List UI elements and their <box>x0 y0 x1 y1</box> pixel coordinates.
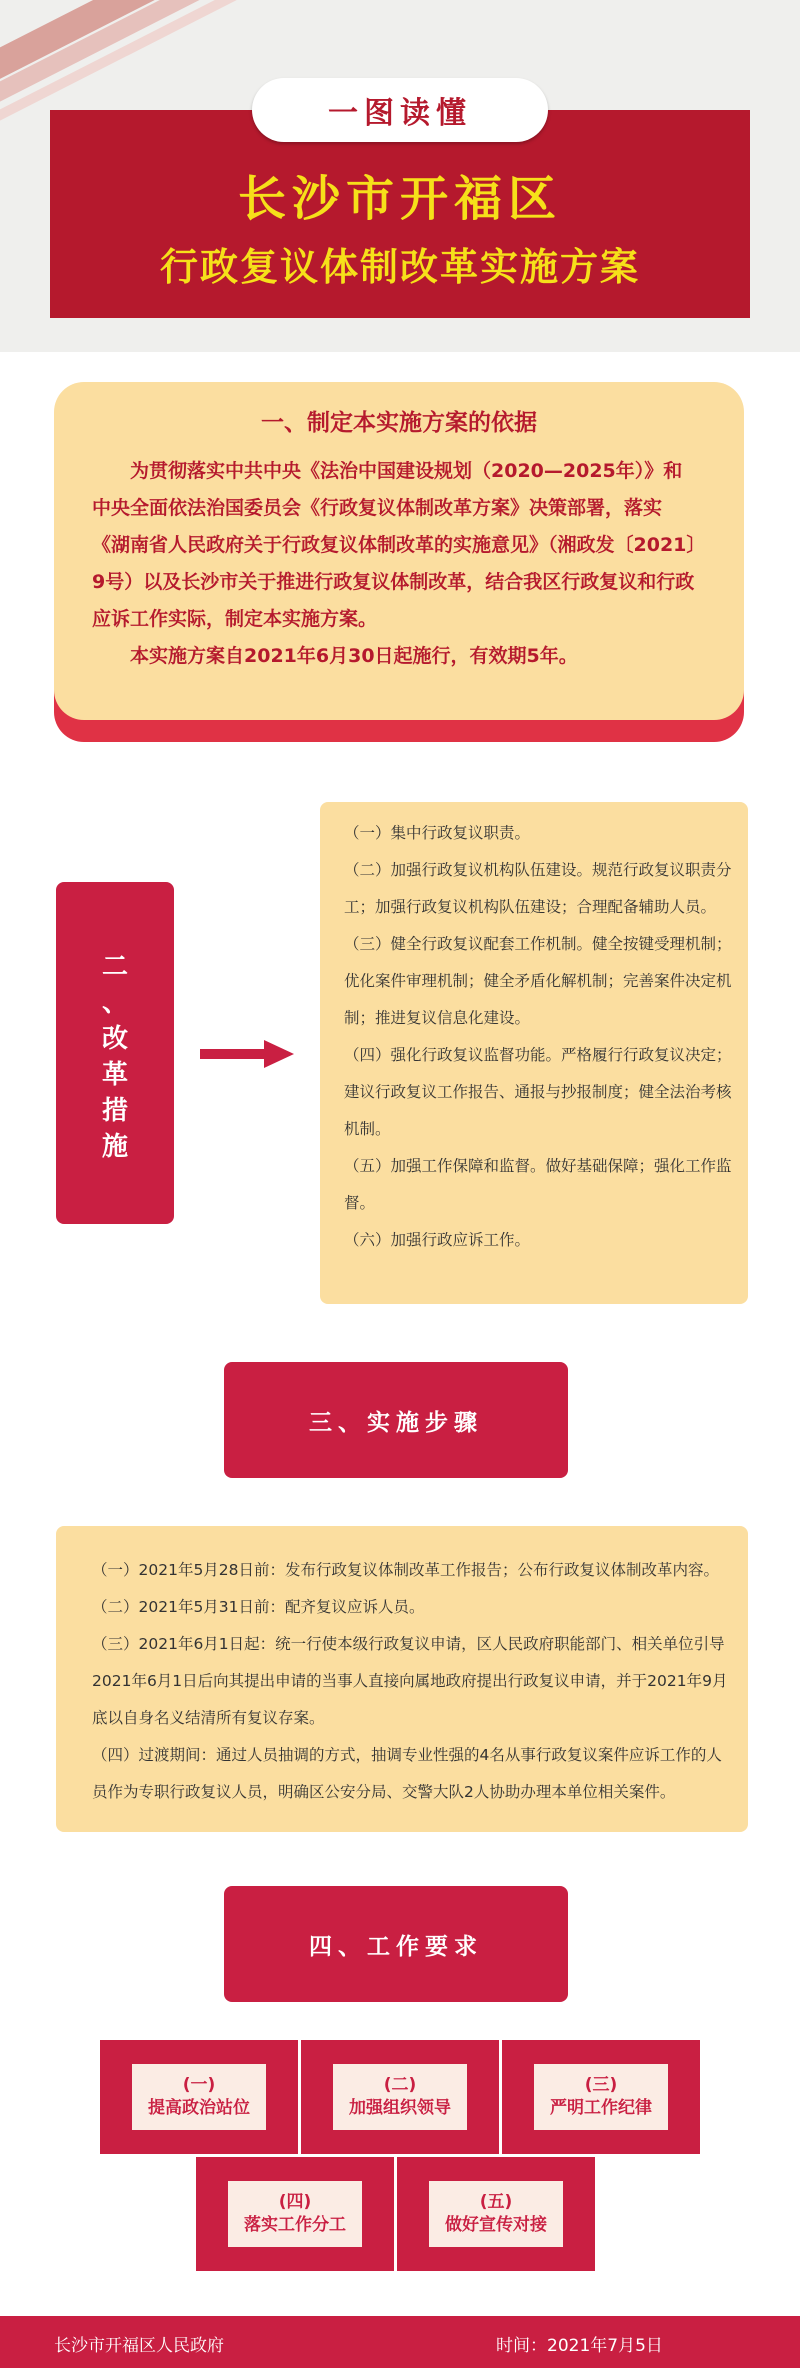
footer-date: 时间：2021年7月5日 <box>496 2336 663 2356</box>
requirement-card <box>397 2157 595 2271</box>
list-item: （五）加强工作保障和监督。做好基础保障；强化工作监督。 <box>344 1157 732 1212</box>
page-subtitle: 行政复议体制改革实施方案 <box>159 244 640 289</box>
requirement-card <box>100 2040 298 2154</box>
section3-label: 三、实施步骤 <box>224 1362 568 1478</box>
section2-label-char: 二 <box>101 952 128 982</box>
requirement-number: (一) <box>182 2075 216 2095</box>
requirement-card-inner <box>228 2181 362 2247</box>
list-item: （一）2021年5月28日前：发布行政复议体制改革工作报告；公布行政复议体制改革内容。 <box>92 1561 720 1579</box>
requirement-card <box>502 2040 700 2154</box>
decorative-stripe <box>0 0 251 128</box>
list-item: （三）健全行政复议配套工作机制。健全按键受理机制；优化案件审理机制；健全矛盾化解机制；完善案件决定机制；推进复议信息化建设。 <box>344 935 732 1027</box>
list-item: （三）2021年6月1日起：统一行使本级行政复议申请，区人民政府职能部门、相关单位引导2021年6月1日后向其提出申请的当事人直接向属地政府提出行政复议申请，并于2021年9月底以自身名义结清所有复议存案。 <box>92 1635 728 1727</box>
list-item: （四）过渡期间：通过人员抽调的方式，抽调专业性强的4名从事行政复议案件应诉工作的人员作为专职行政复议人员，明确区公安分局、交警大队2人协助办理本单位相关案件。 <box>92 1746 722 1801</box>
section3-list <box>92 1552 736 1811</box>
section1-paragraph: 为贯彻落实中共中央《法治中国建设规划（2020—2025年）》和中央全面依法治国委员会《行政复议体制改革方案》决策部署，落实《湖南省人民政府关于行政复议体制改革的实施意见》（湘政发〔2021〕9号）以及长沙市关于推进行政复议体制改革，结合我区行政复议和行政应诉工作实际，制定本实施方案。 <box>92 460 696 630</box>
requirement-text: 严明工作纪律 <box>550 2098 652 2118</box>
requirement-number: (二) <box>383 2075 417 2095</box>
requirement-number: (四) <box>278 2192 312 2212</box>
requirement-number: (三) <box>584 2075 618 2095</box>
requirement-text: 加强组织领导 <box>349 2098 451 2118</box>
section2-label-char: 措 <box>101 1096 128 1126</box>
section1-title: 一、制定本实施方案的依据 <box>261 410 537 436</box>
page-title: 长沙市开福区 <box>237 171 562 227</box>
list-item: （四）强化行政复议监督功能。严格履行行政复议决定；建议行政复议工作报告、通报与抄报制度；健全法治考核机制。 <box>344 1046 732 1138</box>
section1-body <box>92 453 698 675</box>
list-item: （一）集中行政复议职责。 <box>344 824 531 842</box>
section2-label <box>56 882 174 1224</box>
section2-label-char: 、 <box>101 988 128 1018</box>
header-pill-label: 一图读懂 <box>252 78 548 142</box>
section2-label-char: 改 <box>101 1024 128 1054</box>
requirement-text: 落实工作分工 <box>244 2215 346 2235</box>
section2-list <box>344 815 736 1259</box>
section1-paragraph: 本实施方案自2021年6月30日起施行，有效期5年。 <box>130 645 578 667</box>
arrow-right-icon <box>200 1040 294 1072</box>
requirement-text: 提高政治站位 <box>148 2098 250 2118</box>
requirement-card <box>196 2157 394 2271</box>
list-item: （二）2021年5月31日前：配齐复议应诉人员。 <box>92 1598 425 1616</box>
section4-label: 四、工作要求 <box>224 1886 568 2002</box>
requirement-card <box>301 2040 499 2154</box>
footer-organization: 长沙市开福区人民政府 <box>54 2336 224 2356</box>
list-item: （二）加强行政复议机构队伍建设。规范行政复议职责分工；加强行政复议机构队伍建设；合理配备辅助人员。 <box>344 861 732 916</box>
requirement-card-inner <box>132 2064 266 2130</box>
requirement-number: (五) <box>479 2192 513 2212</box>
section2-label-char: 施 <box>101 1132 128 1162</box>
list-item: （六）加强行政应诉工作。 <box>344 1231 531 1249</box>
requirement-card-inner <box>534 2064 668 2130</box>
requirement-text: 做好宣传对接 <box>445 2215 547 2235</box>
requirement-card-inner <box>429 2181 563 2247</box>
section2-label-char: 革 <box>101 1060 128 1090</box>
requirement-card-inner <box>333 2064 467 2130</box>
